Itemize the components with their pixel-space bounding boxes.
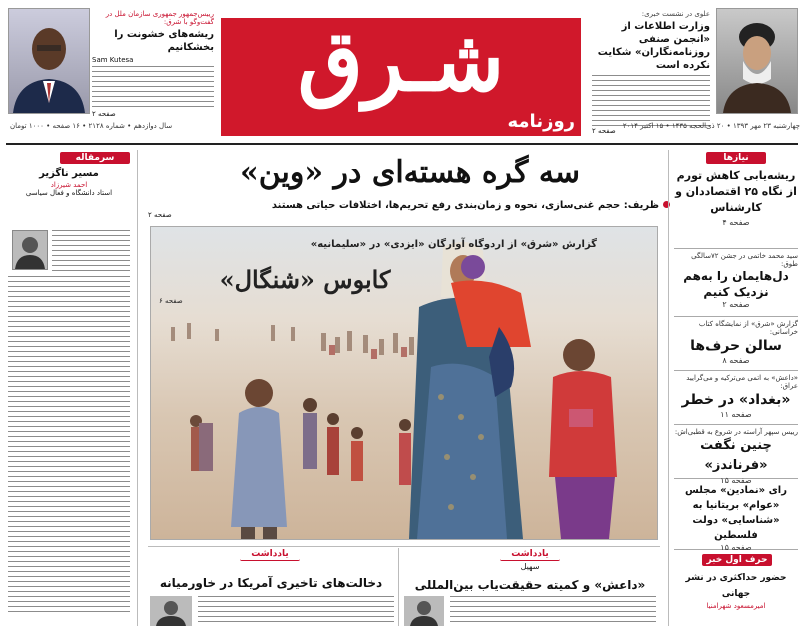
dateline: چهارشنبه ۲۳ مهر ۱۳۹۳ • ۲۰ ذی‌الحجه ۱۴۳۵ • ۱۵ اکتبر ۲۰۱۴ xyxy=(622,122,800,130)
right-item-title: دل‌هایمان را به‌هم نزدیک کنیم xyxy=(683,269,789,299)
right-item-1[interactable] xyxy=(674,249,798,317)
right-item-3[interactable] xyxy=(674,371,798,425)
editorial-body xyxy=(52,230,130,272)
column-rule-left xyxy=(137,150,138,626)
header-right-page: صفحه ۲ xyxy=(592,127,616,135)
lead-headline[interactable]: سه گره هسته‌ای در «وین» xyxy=(239,155,581,190)
right-bottom-box[interactable] xyxy=(674,550,798,610)
bottom-rule-mid xyxy=(398,548,399,626)
photo-kicker: گزارش «شرق» از اردوگاه آوارگان «ایزدی» در «سلیمانیه» xyxy=(310,239,597,250)
column-rule-right xyxy=(668,150,669,626)
bottom-left-title: دخالت‌های تاخیری آمریکا در خاورمیانه xyxy=(159,576,383,590)
bottom-left-body xyxy=(198,596,394,624)
right-bottom-tag: حرف اول خبر xyxy=(702,554,772,566)
bottom-story-left[interactable] xyxy=(148,548,394,626)
right-item-page: صفحه ۱۵ xyxy=(720,476,752,485)
right-item-5[interactable] xyxy=(674,479,798,550)
right-item-title: سالن حرف‌ها xyxy=(690,338,782,354)
right-item-0[interactable] xyxy=(674,168,798,249)
person-icon xyxy=(404,596,444,626)
person-icon xyxy=(717,9,797,113)
editorial-title: مسیر ناگزیر xyxy=(39,168,99,179)
editorial-author-photo xyxy=(12,230,48,270)
right-item-page: صفحه ۸ xyxy=(722,356,750,365)
main-photo[interactable] xyxy=(150,226,658,540)
editorial-tag: سرمقاله xyxy=(60,152,130,164)
editorial-author: احمد شیرزاد xyxy=(50,181,88,189)
bottom-center-tag: یادداشت xyxy=(500,548,560,561)
editorial-body-2 xyxy=(8,276,130,616)
photo-page-ref: صفحه ۶ xyxy=(159,297,183,305)
header-left-page: صفحه ۲ xyxy=(92,110,116,118)
bottom-center-title: «داعش» و کمیته حقیقت‌یاب بین‌المللی xyxy=(414,578,646,592)
right-item-page: صفحه ۴ xyxy=(722,218,750,227)
right-item-2[interactable] xyxy=(674,317,798,371)
right-item-page: صفحه ۱۵ xyxy=(720,543,752,552)
header-right-body xyxy=(592,75,710,127)
right-item-page: صفحه ۲ xyxy=(722,300,750,309)
right-bottom-title: حضور حداکثری در نشر جهانی xyxy=(685,573,787,599)
right-bottom-author: امیرمسعود شهرامنیا xyxy=(706,602,766,610)
editorial-column[interactable] xyxy=(8,152,130,622)
right-item-title: «بغداد» در خطر xyxy=(681,392,791,408)
header-left-headline: ریشه‌های خشونت را بخشکانیم xyxy=(114,29,214,53)
bottom-story-center[interactable] xyxy=(402,548,658,626)
right-item-kicker: سید محمد خاتمی در جشن ۷۲سالگی طوق: xyxy=(691,252,798,268)
logo-text: شـرق xyxy=(297,11,505,110)
bottom-center-photo xyxy=(404,596,444,626)
header-story-right[interactable] xyxy=(592,10,710,135)
lead-page-ref: صفحه ۲ xyxy=(148,211,172,219)
header-left-body xyxy=(92,66,214,110)
bottom-center-author: سهیل xyxy=(520,562,540,571)
right-item-kicker: رییس سپهر آراسته در شروع به قطبی‌اش: xyxy=(674,428,798,436)
bottom-left-tag: یادداشت xyxy=(240,548,300,561)
right-column xyxy=(674,152,798,626)
portrait-right xyxy=(716,8,798,114)
right-item-kicker: گزارش «شرق» از نمایشگاه کتاب خراسانی: xyxy=(698,320,798,336)
header-left-author: Sam Kutesa xyxy=(92,56,134,64)
divider xyxy=(6,143,798,145)
masthead xyxy=(0,0,804,140)
right-item-title: ریشه‌یابی کاهش تورم از نگاه ۲۵ اقتصاددان و کارشناس xyxy=(675,169,797,214)
right-column-tag: نیازها xyxy=(706,152,766,164)
issue-info: سال دوازدهم • شماره ۲۱۲۸ • ۱۶ صفحه • ۱۰۰۰ تومان xyxy=(10,122,173,130)
lead-subline: ظریف: حجم غنی‌سازی، نحوه و زمان‌بندی رفع تحریم‌ها، اختلافات حیاتی هستند xyxy=(271,200,659,211)
header-story-left[interactable] xyxy=(92,10,214,118)
right-item-4[interactable] xyxy=(674,425,798,485)
bottom-center-body xyxy=(450,596,656,624)
right-item-title: چنین نگفت «فرناندز» xyxy=(700,438,772,473)
bottom-rule xyxy=(148,546,660,547)
right-item-kicker: «داعش» به اتمی می‌ترکیه و می‌گرایید عراق: xyxy=(686,374,798,390)
photo-headline: کابوس «شنگال» xyxy=(219,265,391,294)
person-icon xyxy=(9,9,89,113)
header-right-kicker: علوی در نشست خبری: xyxy=(641,10,710,18)
logo-label: روزنامه xyxy=(507,111,575,132)
lead-subline-row xyxy=(150,200,670,211)
bottom-left-photo xyxy=(150,596,192,626)
person-icon xyxy=(13,231,47,269)
header-left-kicker: رییس‌جمهور جمهوری سازمان ملل در گفت‌وگو با شرق: xyxy=(105,10,214,26)
header-right-headline: وزارت اطلاعات از «انجمن صنفی روزنامه‌نگاران» شکایت نکرده است xyxy=(597,21,710,71)
person-icon xyxy=(150,596,192,626)
right-item-page: صفحه ۱۱ xyxy=(720,410,752,419)
editorial-author-role: استاد دانشگاه و فعال سیاسی xyxy=(25,189,113,197)
right-item-title: رای «نمادین» مجلس «عوام» بریتانیا به «شناسایی» دولت فلسطین xyxy=(685,485,787,541)
newspaper-logo[interactable] xyxy=(221,11,581,136)
portrait-left xyxy=(8,8,90,114)
